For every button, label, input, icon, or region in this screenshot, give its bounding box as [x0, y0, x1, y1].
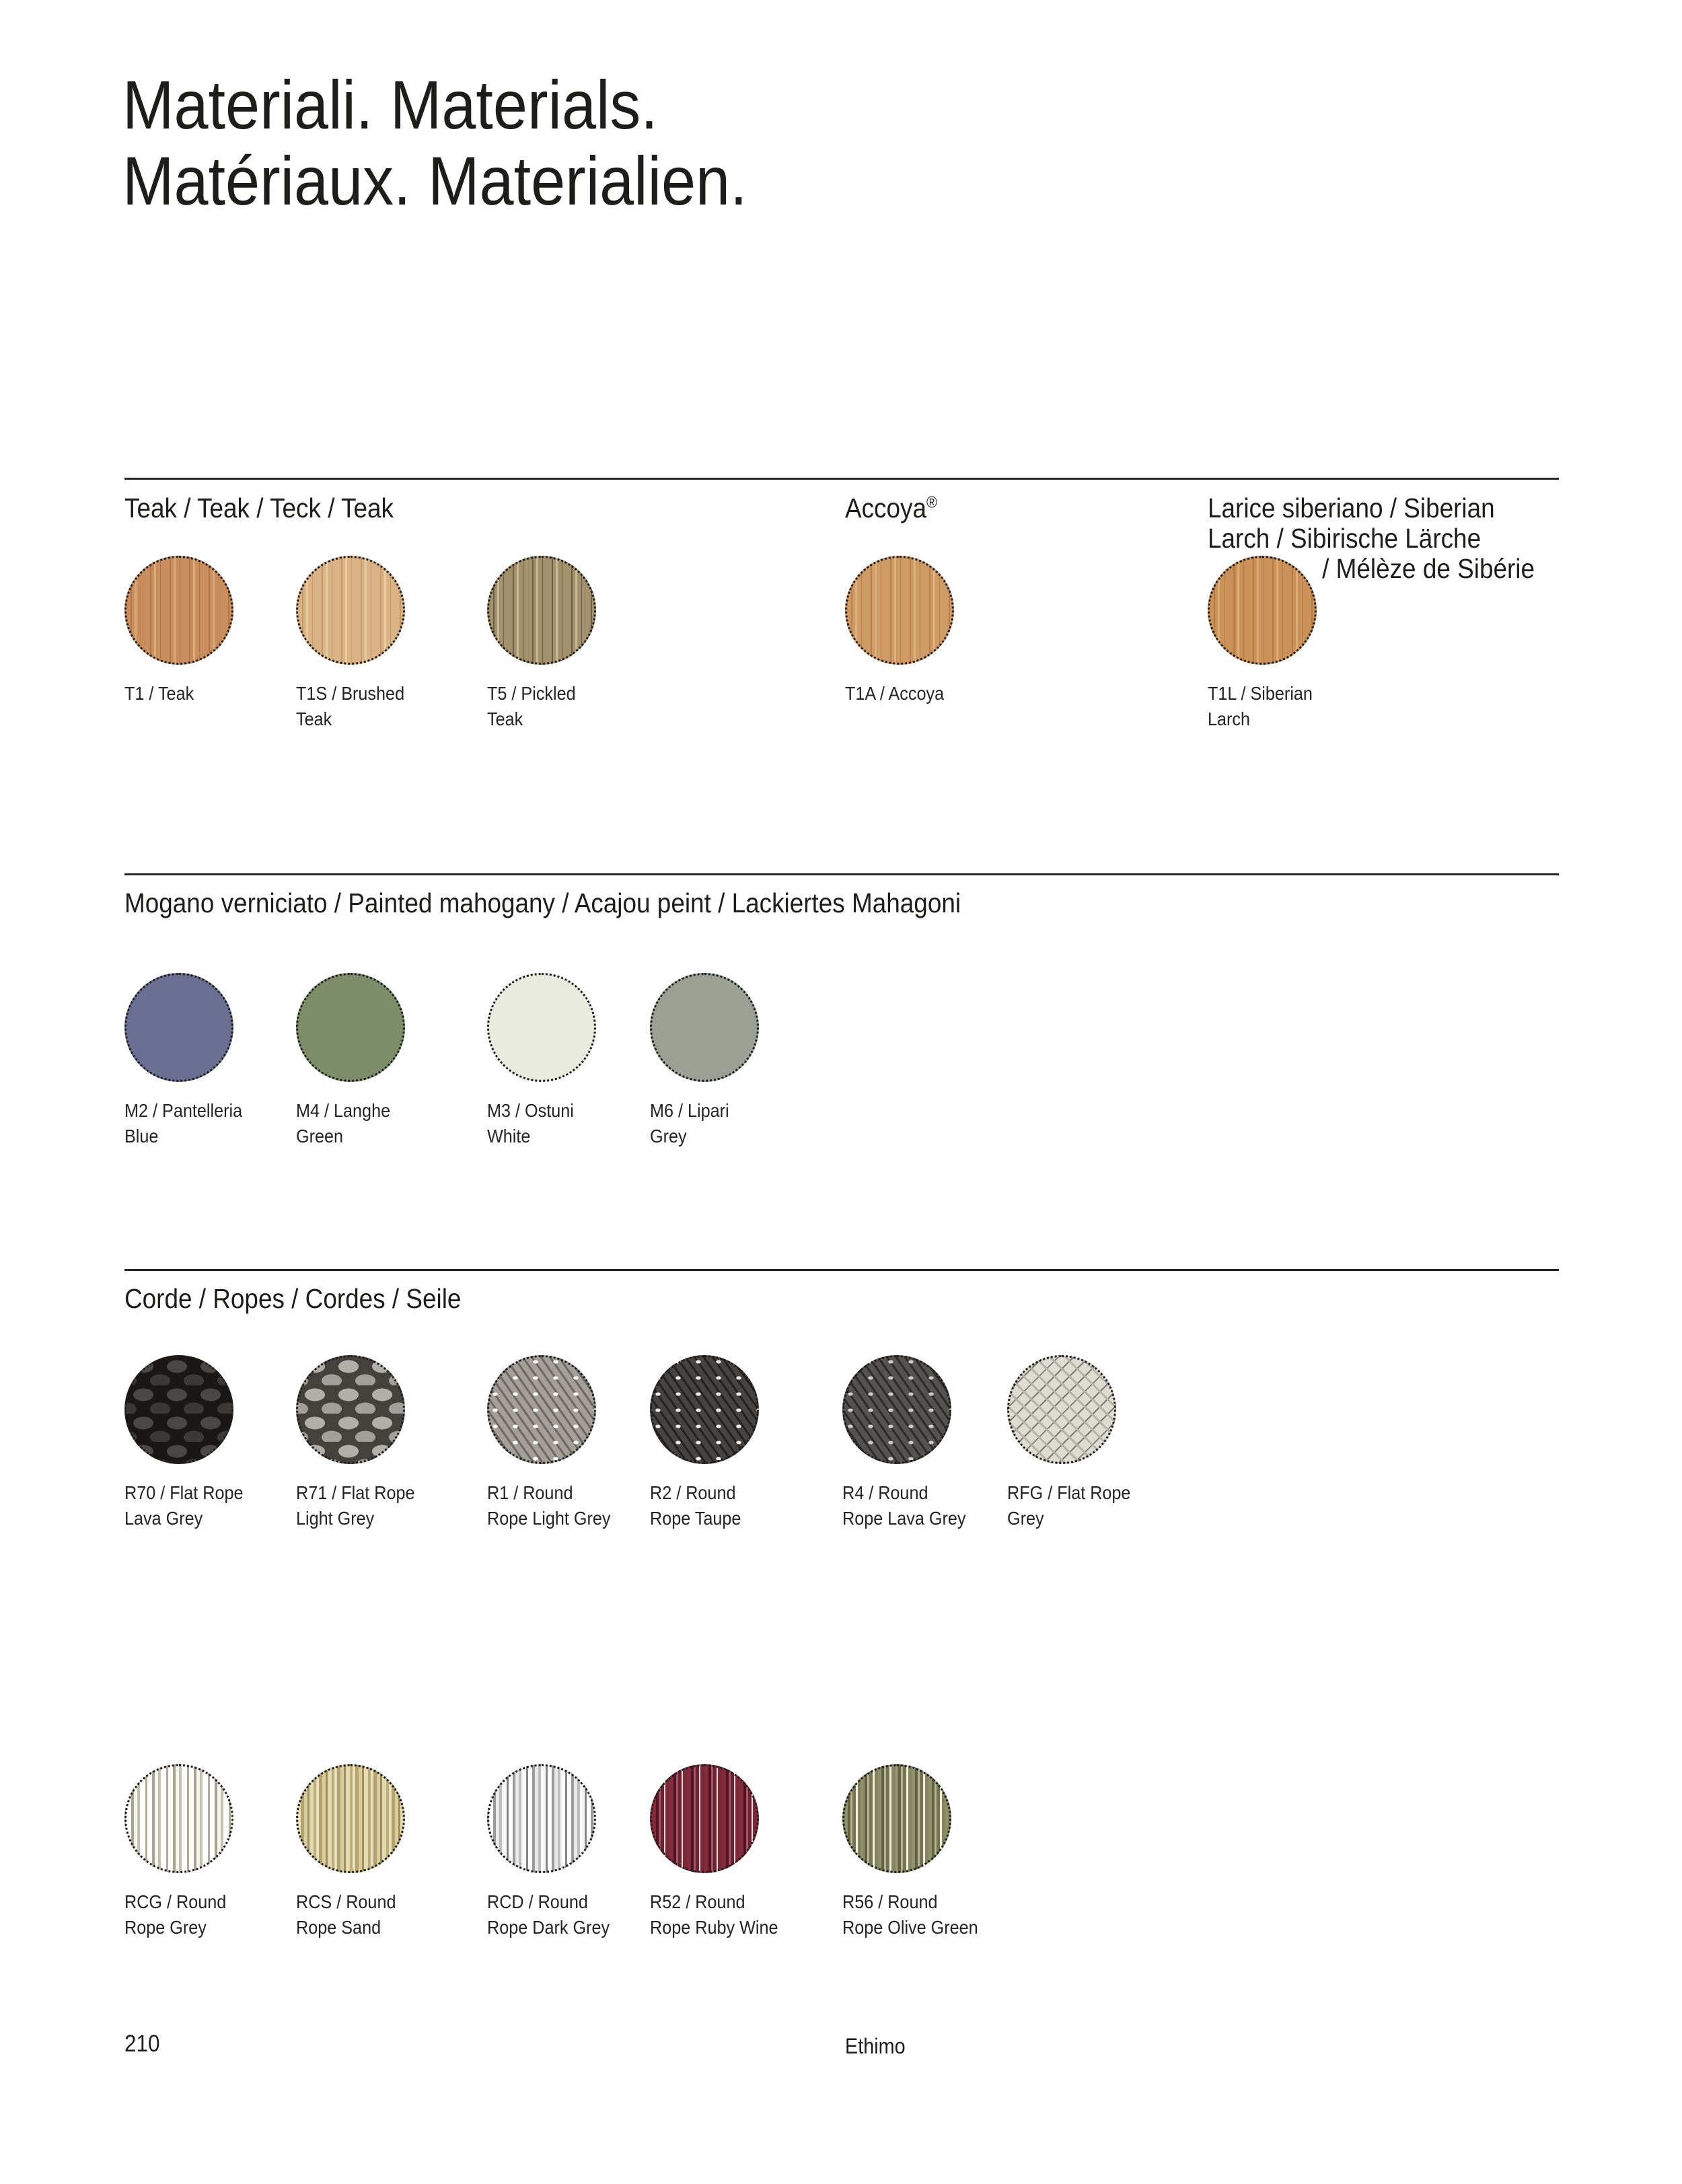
section-divider-mahogany [124, 873, 1559, 875]
page-title-line-2: Matériaux. Materialien. [122, 143, 747, 219]
swatch-label-r1: R1 / Round Rope Light Grey [487, 1482, 611, 1529]
swatch-label-t1s: T1S / Brushed Teak [296, 683, 405, 729]
swatch-cell-r56 [842, 1764, 1011, 1938]
swatch-circle-r52-round-rope-ruby-wine [650, 1764, 759, 1873]
section-header-ropes: Corde / Ropes / Cordes / Seile [124, 1283, 462, 1314]
swatch-label-m6: M6 / Lipari Grey [650, 1100, 729, 1146]
swatch-cell-m4 [296, 973, 464, 1146]
swatch-circle-r56-round-rope-olive-green [842, 1764, 951, 1873]
larch-header-line-3: / Mélèze de Sibérie [1322, 553, 1535, 584]
larch-header-line-1: Larice siberiano / Siberian [1208, 493, 1495, 523]
page-title-line-1: Materiali. Materials. [122, 67, 658, 143]
section-header-mahogany: Mogano verniciato / Painted mahogany / Acajou peint / Lackiertes Mahagoni [124, 887, 961, 918]
swatch-circle-t1-teak [124, 556, 233, 665]
swatch-label-m3: M3 / Ostuni White [487, 1100, 574, 1146]
larch-header-line-2: Larch / Sibirische Lärche [1208, 523, 1482, 554]
swatch-label-r4: R4 / Round Rope Lava Grey [842, 1482, 966, 1529]
swatch-circle-r2-round-rope-taupe [650, 1355, 759, 1464]
swatch-circle-t1s-brushed-teak [296, 556, 405, 665]
swatch-label-rcd: RCD / Round Rope Dark Grey [487, 1891, 610, 1938]
swatch-label-r70: R70 / Flat Rope Lava Grey [124, 1482, 244, 1529]
swatch-circle-r70-flat-rope-lava-grey [124, 1355, 233, 1464]
swatch-cell-rfg [1007, 1355, 1175, 1529]
swatch-cell-r4 [842, 1355, 1011, 1529]
section-divider-wood [124, 478, 1559, 480]
swatch-circle-t5-pickled-teak [487, 556, 596, 665]
swatch-cell-t1a [845, 556, 1013, 704]
swatch-label-t1a: T1A / Accoya [845, 683, 945, 704]
swatch-label-t5: T5 / Pickled Teak [487, 683, 576, 729]
swatch-circle-t1l-siberian-larch [1208, 556, 1317, 665]
swatch-circle-m6-lipari-grey [650, 973, 759, 1082]
swatch-label-r52: R52 / Round Rope Ruby Wine [650, 1891, 778, 1938]
swatch-label-rcs: RCS / Round Rope Sand [296, 1891, 396, 1938]
swatch-cell-rcd [487, 1764, 655, 1938]
section-header-teak: Teak / Teak / Teck / Teak [124, 493, 394, 523]
swatch-cell-r2 [650, 1355, 818, 1529]
swatch-circle-r4-round-rope-lava-grey [842, 1355, 951, 1464]
swatch-label-rcg: RCG / Round Rope Grey [124, 1891, 227, 1938]
registered-trademark-symbol: ® [926, 493, 937, 512]
swatch-label-m4: M4 / Langhe Green [296, 1100, 391, 1146]
swatch-cell-m3 [487, 973, 655, 1146]
swatch-cell-rcs [296, 1764, 464, 1938]
section-divider-ropes [124, 1269, 1559, 1271]
swatch-circle-rcg-round-rope-grey [124, 1764, 233, 1873]
swatch-circle-m4-langhe-green [296, 973, 405, 1082]
swatch-cell-r71 [296, 1355, 464, 1529]
swatch-circle-m2-pantelleria-blue [124, 973, 233, 1082]
swatch-circle-rcd-round-rope-dark-grey [487, 1764, 596, 1873]
section-header-accoya: Accoya® [845, 493, 937, 523]
swatch-label-r2: R2 / Round Rope Taupe [650, 1482, 741, 1529]
page-title [122, 67, 817, 219]
footer-page-number: 210 [124, 2031, 160, 2057]
swatch-label-t1: T1 / Teak [124, 683, 194, 704]
swatch-circle-r1-round-rope-light-grey [487, 1355, 596, 1464]
swatch-cell-m2 [124, 973, 293, 1146]
swatch-circle-t1a-accoya [845, 556, 954, 665]
swatch-cell-m6 [650, 973, 818, 1146]
swatch-label-r56: R56 / Round Rope Olive Green [842, 1891, 978, 1938]
swatch-circle-rfg-flat-rope-grey [1007, 1355, 1116, 1464]
swatch-label-m2: M2 / Pantelleria Blue [124, 1100, 243, 1146]
swatch-label-r71: R71 / Flat Rope Light Grey [296, 1482, 415, 1529]
swatch-cell-t1 [124, 556, 293, 704]
swatch-cell-r1 [487, 1355, 655, 1529]
swatch-cell-r70 [124, 1355, 293, 1529]
swatch-circle-m3-ostuni-white [487, 973, 596, 1082]
swatch-cell-r52 [650, 1764, 818, 1938]
footer-brand: Ethimo [845, 2034, 906, 2058]
swatch-cell-rcg [124, 1764, 293, 1938]
swatch-cell-t1s [296, 556, 464, 729]
swatch-label-t1l: T1L / Siberian Larch [1208, 683, 1313, 729]
swatch-circle-r71-flat-rope-light-grey [296, 1355, 405, 1464]
swatch-cell-t1l [1208, 556, 1376, 729]
swatch-cell-t5 [487, 556, 655, 729]
swatch-label-rfg: RFG / Flat Rope Grey [1007, 1482, 1131, 1529]
swatch-circle-rcs-round-rope-sand [296, 1764, 405, 1873]
